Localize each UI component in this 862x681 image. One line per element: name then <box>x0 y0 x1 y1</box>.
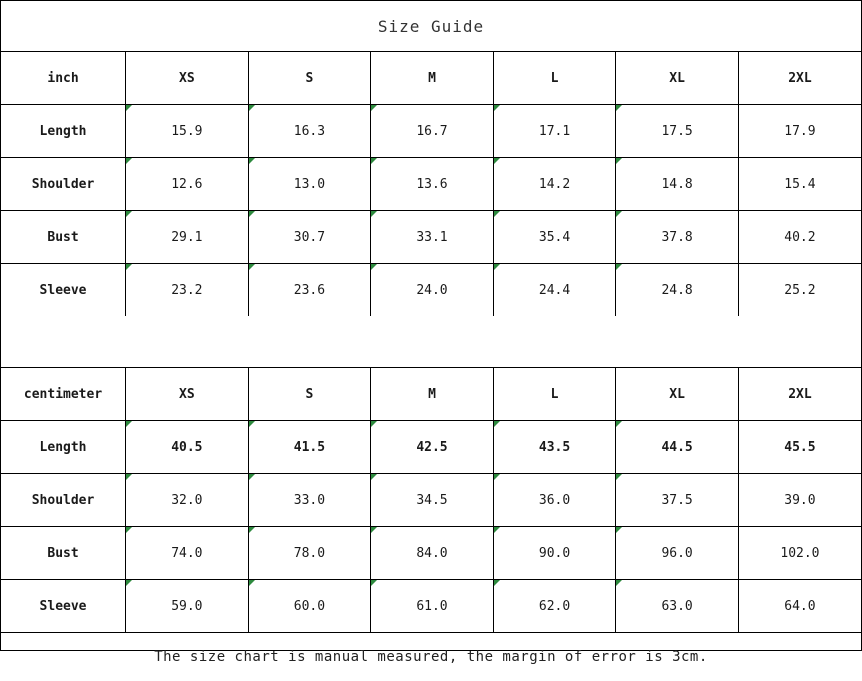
cell-shoulder-l: 14.2 <box>493 158 616 211</box>
cell-length-l: 43.5 <box>493 421 616 474</box>
cell-shoulder-2xl: 39.0 <box>738 474 861 527</box>
cell-sleeve-2xl: 25.2 <box>738 264 861 317</box>
cell-sleeve-m: 61.0 <box>371 580 494 633</box>
cell-shoulder-xs: 32.0 <box>126 474 249 527</box>
measurement-note-text: The size chart is manual measured, the margin of error is 3cm. <box>154 649 708 665</box>
table-row <box>1 264 861 317</box>
page-title <box>1 1 861 52</box>
column-header-xl: XL <box>616 52 739 105</box>
size-table-inch <box>1 52 861 316</box>
row-label-length: Length <box>1 421 126 474</box>
cell-bust-xl: 96.0 <box>616 527 739 580</box>
cell-length-s: 41.5 <box>248 421 371 474</box>
column-header-xl: XL <box>616 368 739 421</box>
column-header-xs: XS <box>126 52 249 105</box>
table-row <box>1 211 861 264</box>
table-header-row <box>1 368 861 421</box>
column-header-m: M <box>371 368 494 421</box>
table-row <box>1 158 861 211</box>
cell-sleeve-l: 62.0 <box>493 580 616 633</box>
cell-bust-2xl: 40.2 <box>738 211 861 264</box>
cell-bust-2xl: 102.0 <box>738 527 861 580</box>
cell-bust-xs: 29.1 <box>126 211 249 264</box>
table-row <box>1 580 861 633</box>
table-row <box>1 421 861 474</box>
cell-bust-m: 84.0 <box>371 527 494 580</box>
cell-length-xl: 17.5 <box>616 105 739 158</box>
cell-length-l: 17.1 <box>493 105 616 158</box>
cell-sleeve-xs: 23.2 <box>126 264 249 317</box>
row-label-bust: Bust <box>1 527 126 580</box>
size-tables-container <box>1 52 861 632</box>
cell-length-m: 16.7 <box>371 105 494 158</box>
cell-bust-s: 78.0 <box>248 527 371 580</box>
row-label-sleeve: Sleeve <box>1 264 126 317</box>
row-label-shoulder: Shoulder <box>1 474 126 527</box>
cell-bust-l: 35.4 <box>493 211 616 264</box>
cell-sleeve-m: 24.0 <box>371 264 494 317</box>
cell-shoulder-s: 33.0 <box>248 474 371 527</box>
cell-sleeve-s: 23.6 <box>248 264 371 317</box>
table-separator <box>1 316 861 368</box>
column-header-s: S <box>248 368 371 421</box>
cell-length-2xl: 17.9 <box>738 105 861 158</box>
column-header-l: L <box>493 52 616 105</box>
cell-length-xl: 44.5 <box>616 421 739 474</box>
unit-label-inch: inch <box>1 52 126 105</box>
table-row <box>1 105 861 158</box>
cell-shoulder-xs: 12.6 <box>126 158 249 211</box>
cell-sleeve-2xl: 64.0 <box>738 580 861 633</box>
cell-sleeve-xs: 59.0 <box>126 580 249 633</box>
cell-shoulder-m: 13.6 <box>371 158 494 211</box>
cell-length-2xl: 45.5 <box>738 421 861 474</box>
cell-sleeve-l: 24.4 <box>493 264 616 317</box>
row-label-shoulder: Shoulder <box>1 158 126 211</box>
cell-length-xs: 40.5 <box>126 421 249 474</box>
table-row <box>1 527 861 580</box>
cell-bust-s: 30.7 <box>248 211 371 264</box>
cell-shoulder-m: 34.5 <box>371 474 494 527</box>
row-label-sleeve: Sleeve <box>1 580 126 633</box>
column-header-s: S <box>248 52 371 105</box>
cell-shoulder-s: 13.0 <box>248 158 371 211</box>
column-header-l: L <box>493 368 616 421</box>
unit-label-centimeter: centimeter <box>1 368 126 421</box>
table-header-row <box>1 52 861 105</box>
cell-sleeve-xl: 63.0 <box>616 580 739 633</box>
size-table-centimeter <box>1 368 861 632</box>
cell-length-s: 16.3 <box>248 105 371 158</box>
cell-length-m: 42.5 <box>371 421 494 474</box>
cell-sleeve-s: 60.0 <box>248 580 371 633</box>
column-header-m: M <box>371 52 494 105</box>
cell-length-xs: 15.9 <box>126 105 249 158</box>
cell-bust-m: 33.1 <box>371 211 494 264</box>
column-header-2xl: 2XL <box>738 52 861 105</box>
row-label-bust: Bust <box>1 211 126 264</box>
cell-shoulder-xl: 14.8 <box>616 158 739 211</box>
page-title-text: Size Guide <box>377 16 485 36</box>
cell-bust-xl: 37.8 <box>616 211 739 264</box>
cell-bust-xs: 74.0 <box>126 527 249 580</box>
column-header-2xl: 2XL <box>738 368 861 421</box>
cell-bust-l: 90.0 <box>493 527 616 580</box>
cell-shoulder-2xl: 15.4 <box>738 158 861 211</box>
column-header-xs: XS <box>126 368 249 421</box>
measurement-note <box>1 632 861 681</box>
table-row <box>1 474 861 527</box>
cell-shoulder-xl: 37.5 <box>616 474 739 527</box>
cell-sleeve-xl: 24.8 <box>616 264 739 317</box>
row-label-length: Length <box>1 105 126 158</box>
cell-shoulder-l: 36.0 <box>493 474 616 527</box>
